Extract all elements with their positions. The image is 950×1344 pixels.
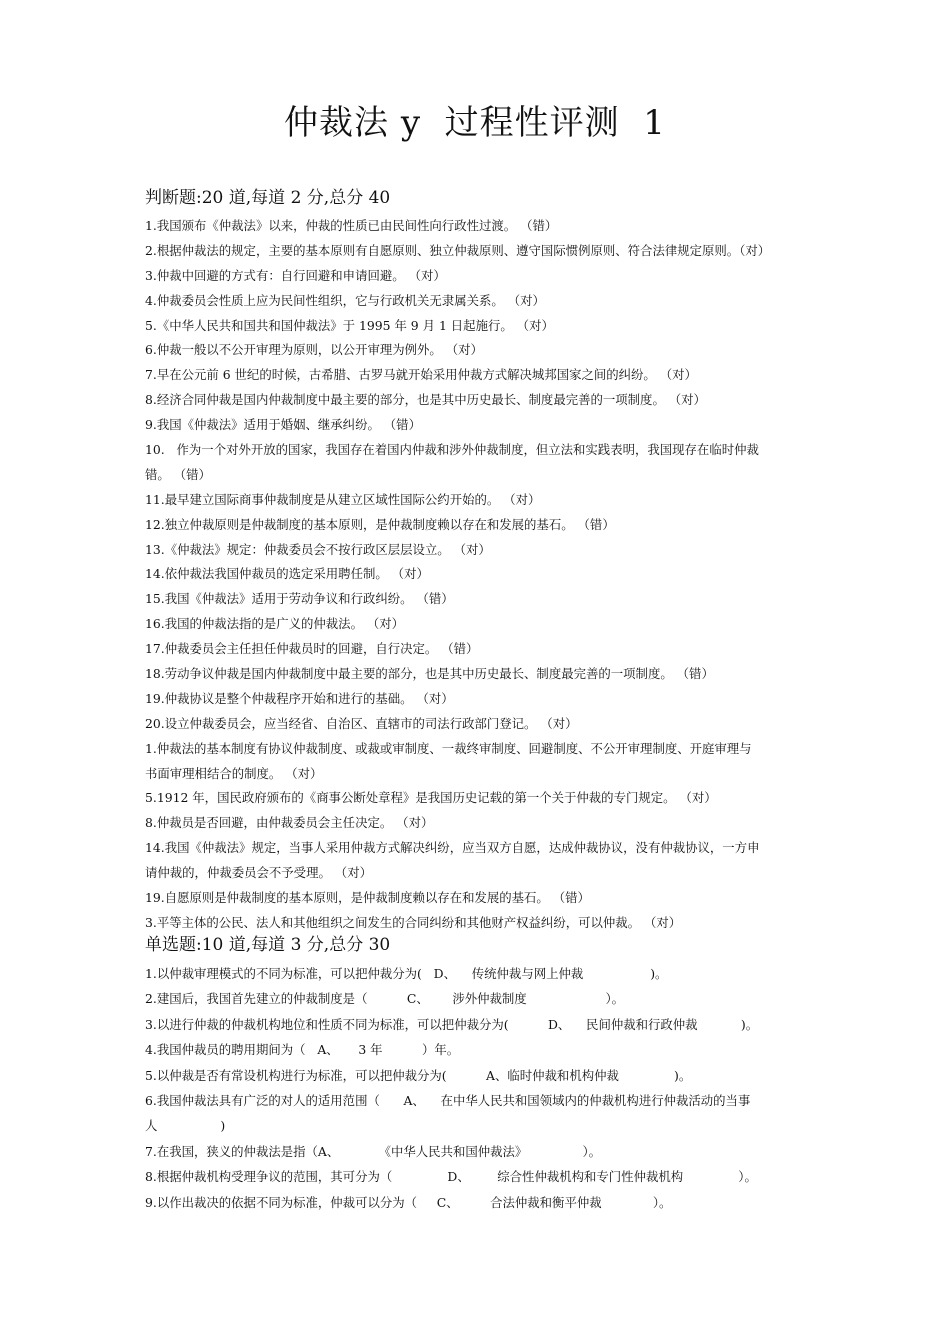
section-heading-true-false: 判断题:20 道,每道 2 分,总分 40 — [145, 188, 391, 208]
question-line: 3.以进行仲裁的仲裁机构地位和性质不同为标准，可以把仲裁分为( D、 民间仲裁和行政仲裁 )。 — [145, 1016, 759, 1032]
question-line: 10. 作为一个对外开放的国家，我国存在着国内仲裁和涉外仲裁制度，但立法和实践表明，我国现存在临时仲裁 — [145, 442, 759, 458]
question-line: 16.我国的仲裁法指的是广义的仲裁法。 （对） — [145, 616, 405, 632]
question-line: 5.1912 年，国民政府颁布的《商事公断处章程》是我国历史记载的第一个关于仲裁的专门规定。 （对） — [145, 790, 717, 806]
question-line: 20.设立仲裁委员会，应当经省、自治区、直辖市的司法行政部门登记。 （对） — [145, 715, 578, 731]
question-line: 6.仲裁一般以不公开审理为原则，以公开审理为例外。 （对） — [145, 342, 483, 358]
question-line: 15.我国《仲裁法》适用于劳动争议和行政纠纷。 （错） — [145, 591, 454, 607]
question-line: 9.我国《仲裁法》适用于婚姻、继承纠纷。 （错） — [145, 417, 421, 433]
question-line: 11.最早建立国际商事仲裁制度是从建立区域性国际公约开始的。 （对） — [145, 491, 541, 507]
question-line: 7.在我国，狭义的仲裁法是指（A、 《中华人民共和国仲裁法》 ）。 — [145, 1143, 602, 1159]
question-line: 8.根据仲裁机构受理争议的范围，其可分为（ D、 综合性仲裁机构和专门性仲裁机构 ）。 — [145, 1169, 757, 1185]
question-line: 2.根据仲裁法的规定，主要的基本原则有自愿原则、独立仲裁原则、遵守国际惯例原则、符合法律规定原则。（对） — [145, 242, 771, 258]
question-line: 请仲裁的，仲裁委员会不予受理。 （对） — [145, 865, 372, 881]
question-line: 2.建国后，我国首先建立的仲裁制度是（ C、 涉外仲裁制度 ）。 — [145, 991, 625, 1007]
question-line: 19.自愿原则是仲裁制度的基本原则，是仲裁制度赖以存在和发展的基石。 （错） — [145, 890, 590, 906]
section-heading-single-choice: 单选题:10 道,每道 3 分,总分 30 — [145, 935, 391, 955]
question-line: 12.独立仲裁原则是仲裁制度的基本原则，是仲裁制度赖以存在和发展的基石。 （错） — [145, 516, 615, 532]
question-line: 5.《中华人民共和国共和国仲裁法》于 1995 年 9 月 1 日起施行。 （对） — [145, 317, 554, 333]
question-line: 书面审理相结合的制度。 （对） — [145, 765, 323, 781]
question-line: 14.我国《仲裁法》规定，当事人采用仲裁方式解决纠纷，应当双方自愿，达成仲裁协议，没有仲裁协议，一方申 — [145, 840, 760, 856]
question-line: 4.仲裁委员会性质上应为民间性组织，它与行政机关无隶属关系。 （对） — [145, 292, 545, 308]
question-line: 8.经济合同仲裁是国内仲裁制度中最主要的部分，也是其中历史最长、制度最完善的一项制度。 （对） — [145, 392, 706, 408]
question-line: 13.《仲裁法》规定：仲裁委员会不按行政区层层设立。 （对） — [145, 541, 491, 557]
question-line: 3.平等主体的公民、法人和其他组织之间发生的合同纠纷和其他财产权益纠纷，可以仲裁。 （对） — [145, 914, 682, 930]
question-line: 6.我国仲裁法具有广泛的对人的适用范围（ A、 在中华人民共和国领域内的仲裁机构进行仲裁活动的当事 — [145, 1092, 751, 1108]
question-line: 14.依仲裁法我国仲裁员的选定采用聘任制。 （对） — [145, 566, 429, 582]
question-line: 17.仲裁委员会主任担任仲裁员时的回避，自行决定。 （错） — [145, 641, 479, 657]
question-line: 人 ) — [145, 1118, 226, 1134]
true-false-question-list — [145, 214, 857, 936]
single-choice-question-list — [145, 961, 857, 1215]
question-line: 19.仲裁协议是整个仲裁程序开始和进行的基础。 （对） — [145, 690, 454, 706]
question-line: 5.以仲裁是否有常设机构进行为标准，可以把仲裁分为( A、临时仲裁和机构仲裁 )。 — [145, 1067, 692, 1083]
question-line: 8.仲裁员是否回避，由仲裁委员会主任决定。 （对） — [145, 815, 434, 831]
question-line: 7.早在公元前 6 世纪的时候，古希腊、古罗马就开始采用仲裁方式解决城邦国家之间的纠纷。 （对） — [145, 367, 697, 383]
question-line: 9.以作出裁决的依据不同为标准，仲裁可以分为（ C、 合法仲裁和衡平仲裁 ）。 — [145, 1194, 672, 1210]
question-line: 1.我国颁布《仲裁法》以来，仲裁的性质已由民间性向行政性过渡。 （错） — [145, 218, 558, 233]
question-line: 1.仲裁法的基本制度有协议仲裁制度、或裁或审制度、一裁终审制度、回避制度、不公开审理制度、开庭审理与 — [145, 740, 752, 756]
question-line: 4.我国仲裁员的聘用期间为（ A、 3 年 ）年。 — [145, 1042, 460, 1058]
page-title: 仲裁法 y 过程性评测 1 — [284, 103, 666, 143]
question-line: 错。 （错） — [145, 466, 211, 482]
question-line: 18.劳动争议仲裁是国内仲裁制度中最主要的部分，也是其中历史最长、制度最完善的一项制度。 （错） — [145, 666, 714, 682]
question-line: 3.仲裁中回避的方式有：自行回避和申请回避。 （对） — [145, 267, 446, 283]
question-line: 1.以仲裁审理模式的不同为标准，可以把仲裁分为( D、 传统仲裁与网上仲裁 )。 — [145, 966, 668, 981]
